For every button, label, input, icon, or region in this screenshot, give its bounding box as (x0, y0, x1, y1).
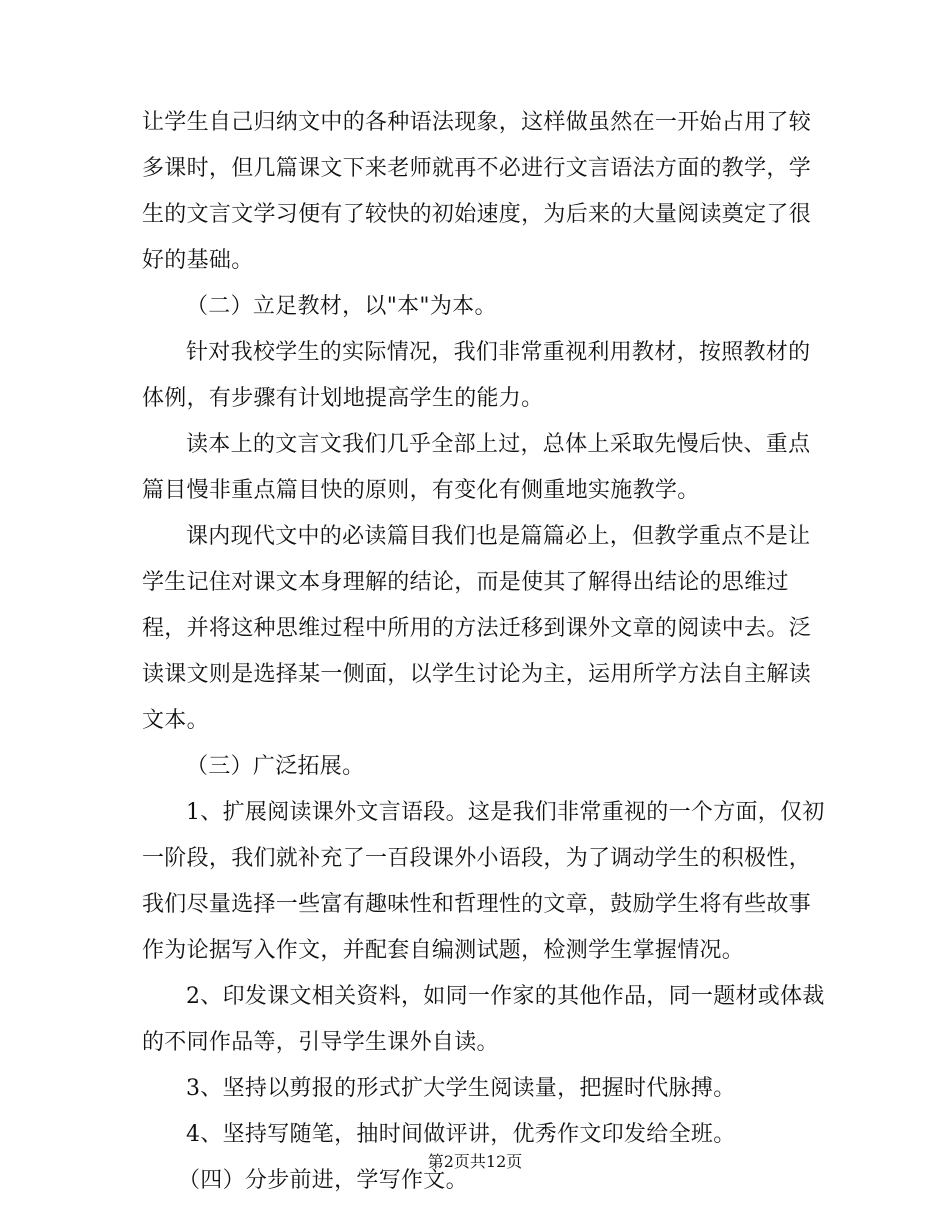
text-line: 我们尽量选择一些富有趣味性和哲理性的文章，鼓励学生将有些故事 (142, 892, 812, 917)
section-heading: （四）分步前进，学写作文。 (178, 1168, 468, 1193)
text-line: 读本上的文言文我们几乎全部上过，总体上采取先慢后快、重点 (186, 432, 811, 457)
text-line: 好的基础。 (142, 248, 254, 273)
text-line: 的不同作品等，引导学生课外自读。 (142, 1030, 499, 1055)
list-item: 4、坚持写随笔，抽时间做评讲，优秀作文印发给全班。 (186, 1122, 736, 1147)
text-line: 程，并将这种思维过程中所用的方法迁移到课外文章的阅读中去。泛 (142, 616, 812, 641)
text-line: 课内现代文中的必读篇目我们也是篇篇必上，但教学重点不是让 (186, 524, 811, 549)
text-line: 体例，有步骤有计划地提高学生的能力。 (142, 386, 544, 411)
text-line: 多课时，但几篇课文下来老师就再不必进行文言语法方面的教学，学 (142, 156, 812, 181)
text-line: 学生记住对课文本身理解的结论，而是使其了解得出结论的思维过 (142, 570, 789, 595)
text-line: 让学生自己归纳文中的各种语法现象，这样做虽然在一开始占用了较 (142, 110, 812, 135)
text-line: 读课文则是选择某一侧面，以学生讨论为主，运用所学方法自主解读 (142, 662, 812, 687)
text-line: 文本。 (142, 708, 209, 733)
text-line: 生的文言文学习便有了较快的初始速度，为后来的大量阅读奠定了很 (142, 202, 812, 227)
text-line: 针对我校学生的实际情况，我们非常重视利用教材，按照教材的 (186, 340, 811, 365)
section-heading: （二）立足教材，以"本"为本。 (186, 294, 497, 319)
list-item: 2、印发课文相关资料，如同一作家的其他作品，同一题材或体裁 (186, 984, 825, 1009)
list-item: 1、扩展阅读课外文言语段。这是我们非常重视的一个方面，仅初 (186, 800, 825, 825)
list-item: 3、坚持以剪报的形式扩大学生阅读量，把握时代脉搏。 (186, 1076, 736, 1101)
section-heading: （三）广泛拓展。 (186, 754, 365, 779)
text-line: 篇目慢非重点篇目快的原则，有变化有侧重地实施教学。 (142, 478, 700, 503)
text-line: 作为论据写入作文，并配套自编测试题，检测学生掌握情况。 (142, 938, 745, 963)
page-number: 第2页共12页 (427, 1152, 523, 1171)
text-line: 一阶段，我们就补充了一百段课外小语段，为了调动学生的积极性， (142, 846, 812, 871)
